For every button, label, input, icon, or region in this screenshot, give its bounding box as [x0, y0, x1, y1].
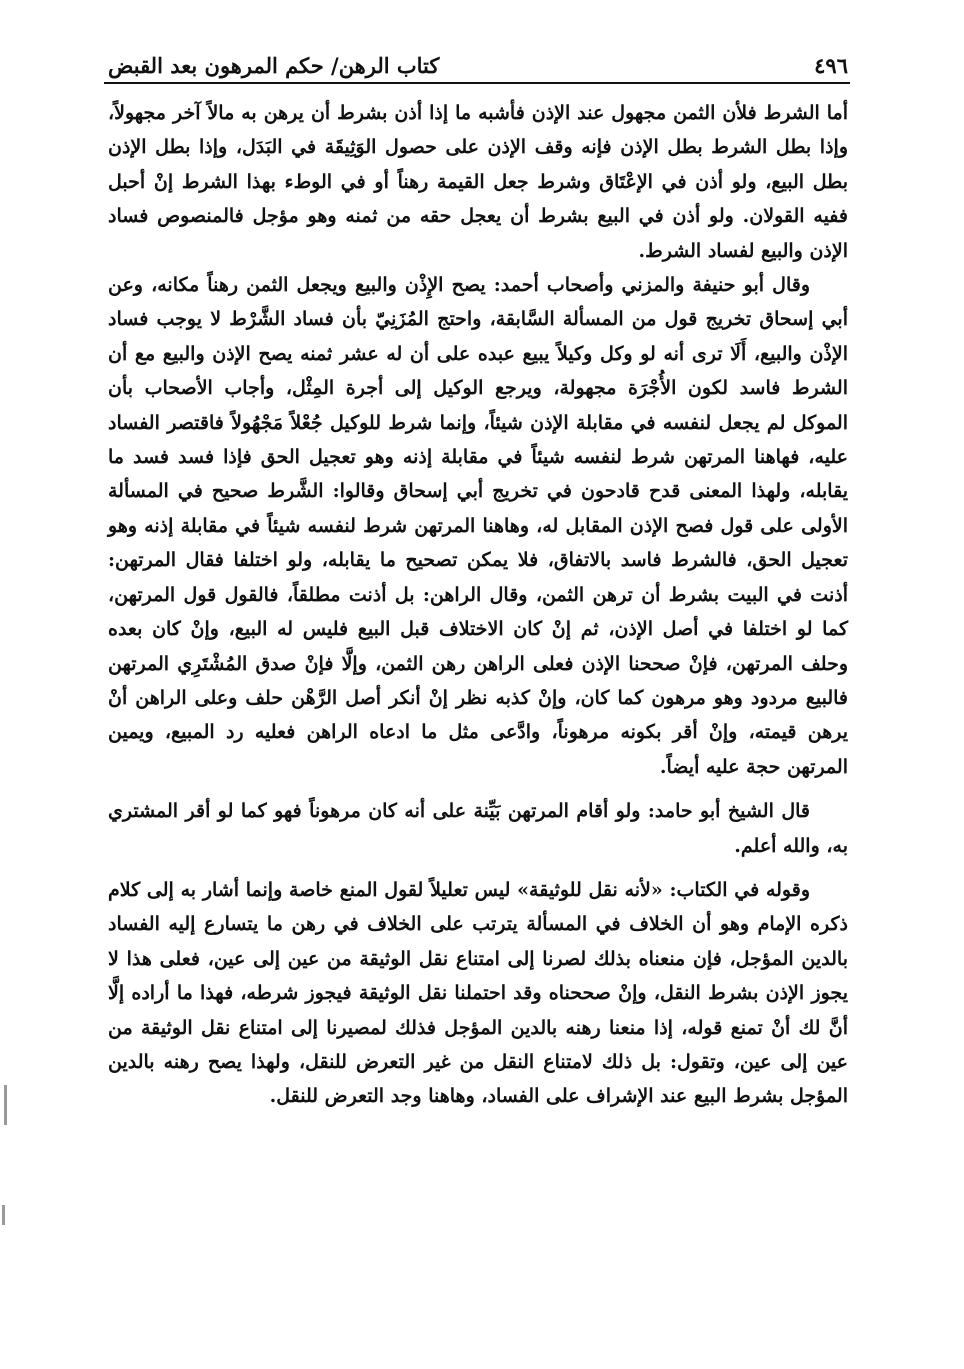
scan-edge-mark	[2, 1205, 5, 1225]
page-number: ٤٩٦	[814, 53, 848, 78]
paragraph-gap	[108, 784, 848, 794]
header-divider	[104, 82, 850, 84]
page-header	[108, 38, 848, 78]
scan-edge-mark	[4, 1085, 7, 1125]
running-title: كتاب الرهن/ حكم المرهون بعد القبض	[108, 53, 440, 78]
paragraph-4: وقوله في الكتاب: «لأنه نقل للوثيقة» ليس تعليلاً لقول المنع خاصة وإنما أشار به إلى كلام ذكره الإمام وهو أن الخلاف في المسألة يترتب على الخلاف في رهن ما يتسارع إليه الفساد بالدين المؤجل، فإن منعناه بذلك لصرنا إلى امتناع نقل الوثيقة من عين إلى عين، فعلى هذا لا يجوز الإذن بشرط النقل، وإنْ صححناه وقد احتملنا نقل الوثيقة فيجوز شرطه، فهذا ما أراده إلَّا أنَّ لك أنْ تمنع قوله، إذا منعنا رهنه بالدين المؤجل فذلك لمصيرنا إلى امتناع نقل الوثيقة من عين إلى عين، وتقول: بل ذلك لامتناع النقل من غير التعرض للنقل، ولهذا يصح رهنه بالدين المؤجل بشرط البيع عند الإشراف على الفساد، وهاهنا وجد التعرض للنقل.	[108, 878, 848, 1108]
paragraph-gap	[108, 863, 848, 873]
paragraph-1: أما الشرط فلأن الثمن مجهول عند الإذن فأشبه ما إذا أذن بشرط أن يرهن به مالاً آخر مجهولاً، وإذا بطل الشرط بطل الإذن فإنه وقف الإذن على حصول الوَثِيقَة في البَدَل، وإذا بطل الإذن بطل البيع، ولو أذن في الإعْتَاق وشرط جعل القيمة رهناً أو في الوطء بهذا الشرط إنْ أحبل ففيه القولان. ولو أذن في البيع بشرط أن يعجل حقه من ثمنه وهو مؤجل فالمنصوص فساد الإذن والبيع لفساد الشرط.	[108, 102, 848, 262]
paragraph-3: قال الشيخ أبو حامد: ولو أقام المرتهن بَيِّنة على أنه كان مرهوناً فهو كما لو أقر المشتري به، والله أعلم.	[108, 800, 848, 857]
paragraph-2: وقال أبو حنيفة والمزني وأصحاب أحمد: يصح الإِذْن والبيع ويجعل الثمن رهناً مكانه، وعن أبي إسحاق تخريج قول من المسألة السَّابقة، واحتج المُزَنِيّ بأن فساد الشَّرْط لا يوجب فساد الإذْن والبيع، أَلَا ترى أنه لو وكل وكيلاً يبيع عبده على أن له عشر ثمنه يصح الإذن والبيع مع أن الشرط فاسد لكون الأُجْرَة مجهولة، ويرجع الوكيل إلى أجرة المِثْل، وأجاب الأصحاب بأن الموكل لم يجعل لنفسه في مقابلة الإذن شيئاً، وإنما شرط للوكيل جُعْلاً مَجْهُولاً فاقتصر الفساد عليه، فهاهنا المرتهن شرط لنفسه شيئاً في مقابلة إذنه وهو تعجيل الحق فإذا فسد فسد ما يقابله، ولهذا المعنى قدح قادحون في تخريج أبي إسحاق وقالوا: الشَّرط صحيح في المسألة الأولى على قول فصح الإذن المقابل له، وهاهنا المرتهن شرط لنفسه شيئاً في مقابلة إذنه وهو تعجيل الحق، فالشرط فاسد بالاتفاق، فلا يمكن تصحيح ما يقابله، ولو اختلفا فقال المرتهن: أذنت في البيت بشرط أن ترهن الثمن، وقال الراهن: بل أذنت مطلقاً، فالقول قول المرتهن، كما لو اختلفا في أصل الإذن، ثم إنْ كان الاختلاف قبل البيع فليس له البيع، وإنْ كان بعده وحلف المرتهن، فإنْ صححنا الإذن فعلى الراهن رهن الثمن، وإلَّا فإنْ صدق المُشْتَرِي المرتهن فالبيع مردود وهو مرهون كما كان، وإنْ كذبه نظر إنْ أنكر أصل الرَّهْن حلف وعلى الراهن أنْ يرهن قيمته، وإنْ أقر بكونه مرهوناً، وادَّعى مثل ما ادعاه الراهن فعليه رد المبيع، ويمين المرتهن حجة عليه أيضاً.	[108, 274, 848, 778]
main-text	[108, 96, 848, 1114]
